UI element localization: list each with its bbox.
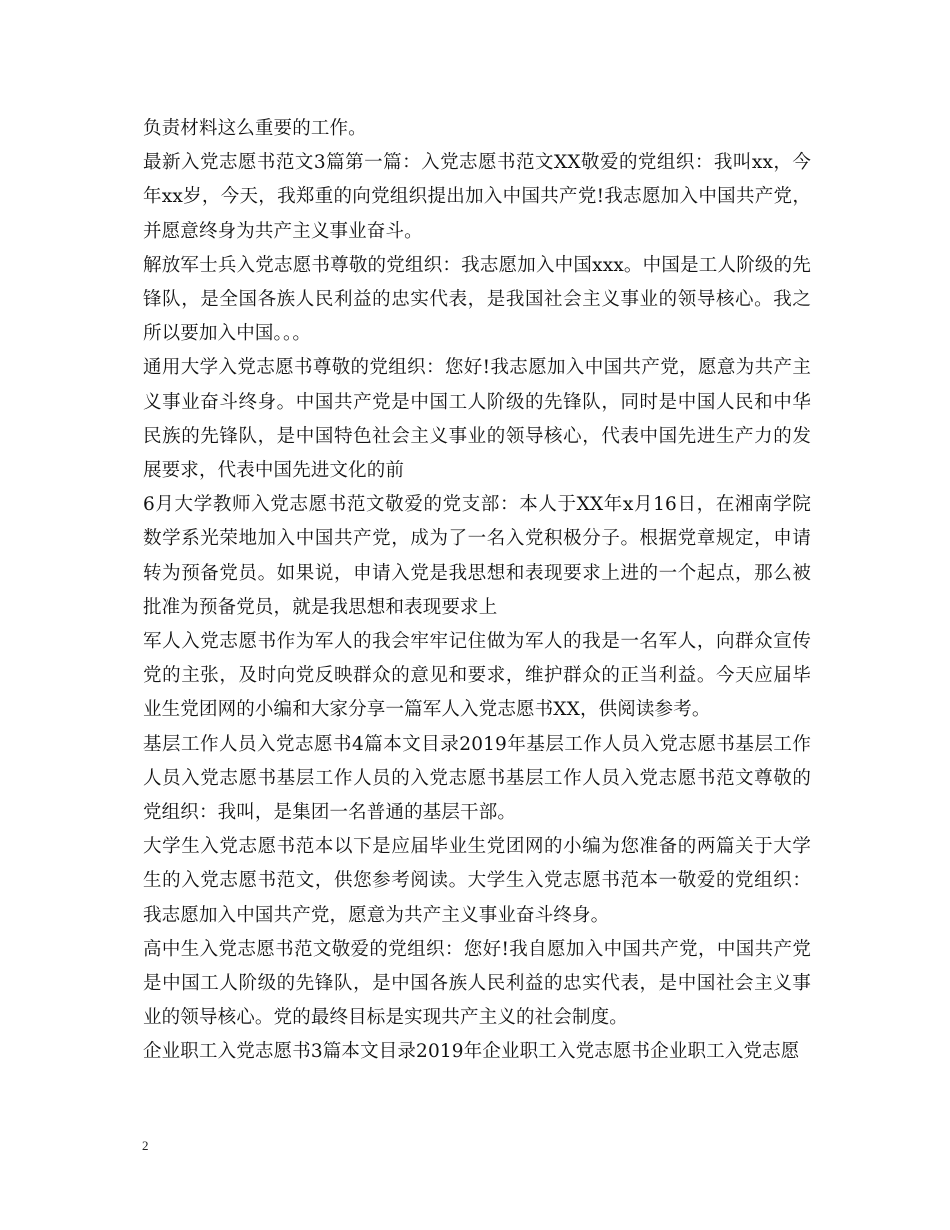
paragraph-3: 解放军士兵入党志愿书尊敬的党组织：我志愿加入中国xxx。中国是工人阶级的先锋队，是全国各族人民利益的忠实代表，是我国社会主义事业的领导核心。我之所以要加入中国。。。 — [143, 254, 811, 345]
paragraph-9: 高中生入党志愿书范文敬爱的党组织：您好!我自愿加入中国共产党，中国共产党是中国工人阶级的先锋队，是中国各族人民利益的忠实代表，是中国社会主义事业的领导核心。党的最终目标是实现共产主义的社会制度。 — [143, 938, 811, 1029]
paragraph-6: 军人入党志愿书作为军人的我会牢牢记住做为军人的我是一名军人，向群众宣传党的主张，及时向党反映群众的意见和要求，维护群众的正当利益。今天应届毕业生党团网的小编和大家分享一篇军人入党志愿书XX，供阅读参考。 — [143, 631, 811, 721]
page-number: 2 — [142, 1138, 149, 1153]
document-body — [143, 112, 811, 1070]
paragraph-10: 企业职工入党志愿书3篇本文目录2019年企业职工入党志愿书企业职工入党志愿 — [143, 1041, 800, 1063]
paragraph-2: 最新入党志愿书范文3篇第一篇：入党志愿书范文XX敬爱的党组织：我叫xx，今年xx岁，今天，我郑重的向党组织提出加入中国共产党!我志愿加入中国共产党，并愿意终身为共产主义事业奋斗。 — [143, 152, 811, 242]
paragraph-7: 基层工作人员入党志愿书4篇本文目录2019年基层工作人员入党志愿书基层工作人员入党志愿书基层工作人员的入党志愿书基层工作人员入党志愿书范文尊敬的党组织：我叫，是集团一名普通的基层干部。 — [143, 733, 811, 824]
paragraph-8: 大学生入党志愿书范本以下是应届毕业生党团网的小编为您准备的两篇关于大学生的入党志愿书范文，供您参考阅读。大学生入党志愿书范本一敬爱的党组织：我志愿加入中国共产党，愿意为共产主义事业奋斗终身。 — [143, 836, 811, 926]
paragraph-4: 通用大学入党志愿书尊敬的党组织：您好!我志愿加入中国共产党，愿意为共产主义事业奋斗终身。中国共产党是中国工人阶级的先锋队，同时是中国人民和中华民族的先锋队，是中国特色社会主义事业的领导核心，代表中国先进生产力的发展要求，代表中国先进文化的前 — [143, 357, 811, 482]
paragraph-1: 负责材料这么重要的工作。 — [143, 118, 367, 139]
paragraph-5: 6月大学教师入党志愿书范文敬爱的党支部：本人于XX年x月16日，在湘南学院数学系光荣地加入中国共产党，成为了一名入党积极分子。根据党章规定，申请转为预备党员。如果说，申请入党是我思想和表现要求上进的一个起点，那么被批准为预备党员，就是我思想和表现要求上 — [143, 494, 811, 618]
